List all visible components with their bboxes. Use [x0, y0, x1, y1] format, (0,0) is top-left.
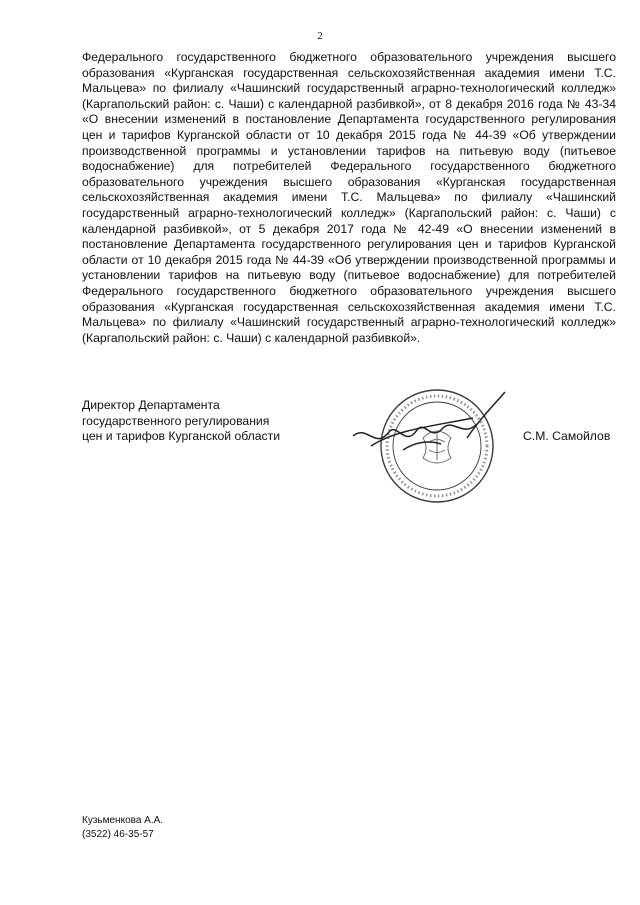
signer-title-line: Директор Департамента — [82, 398, 220, 412]
body-paragraph: Федерального государственного бюджетного образовательного учреждения высшего образования «Курганская государственная сельскохозяйственная академия имени Т.С. Мальцева» по филиалу «Чашинский государственный аграрно-технологический колледж» (Каргапольский район: с. Чаши) с календарной разбивкой», от 8 декабря 2016 года № 43-34 «О внесении изменений в постановление Департамента государственного регулирования цен и тарифов Курганской области от 10 декабря 2015 года № 44-39 «Об утверждении производственной программы и установлении тарифов на питьевую воду (питьевое водоснабжение) для потребителей Федерального государственного бюджетного образовательного учреждения высшего образования «Курганская государственная сельскохозяйственная академия имени Т.С. Мальцева» по филиалу «Чашинский государственный аграрно-технологический колледж» (Каргапольский район: с. Чаши) с календарной разбивкой», от 5 декабря 2017 года № 42-49 «О внесении изменений в постановление Департамента государственного регулирования цен и тарифов Курганской области от 10 декабря 2015 года № 44-39 «Об утверждении производственной программы и установлении тарифов на питьевую воду (питьевое водоснабжение) для потребителей Федерального государственного бюджетного образовательного учреждения высшего образования «Курганская государственная сельскохозяйственная академия имени Т.С. Мальцева» по филиалу «Чашинский государственный аграрно-технологический колледж» (Каргапольский район: с. Чаши) с календарной разбивкой». — [82, 50, 616, 345]
signature-stroke — [353, 392, 505, 450]
signer-title-block — [82, 398, 280, 445]
seal-emblem — [423, 431, 451, 463]
official-seal-stamp — [345, 380, 510, 515]
signer-title-line: государственного регулирования — [82, 413, 270, 428]
signer-name: С.М. Самойлов — [523, 429, 611, 443]
executor-name: Кузьменкова А.А. — [82, 815, 164, 826]
signer-title-line: цен и тарифов Курганской области — [82, 429, 281, 444]
page-number: 2 — [317, 30, 323, 42]
executor-footer — [82, 814, 163, 841]
executor-phone: (3522) 46-35-57 — [82, 828, 154, 840]
